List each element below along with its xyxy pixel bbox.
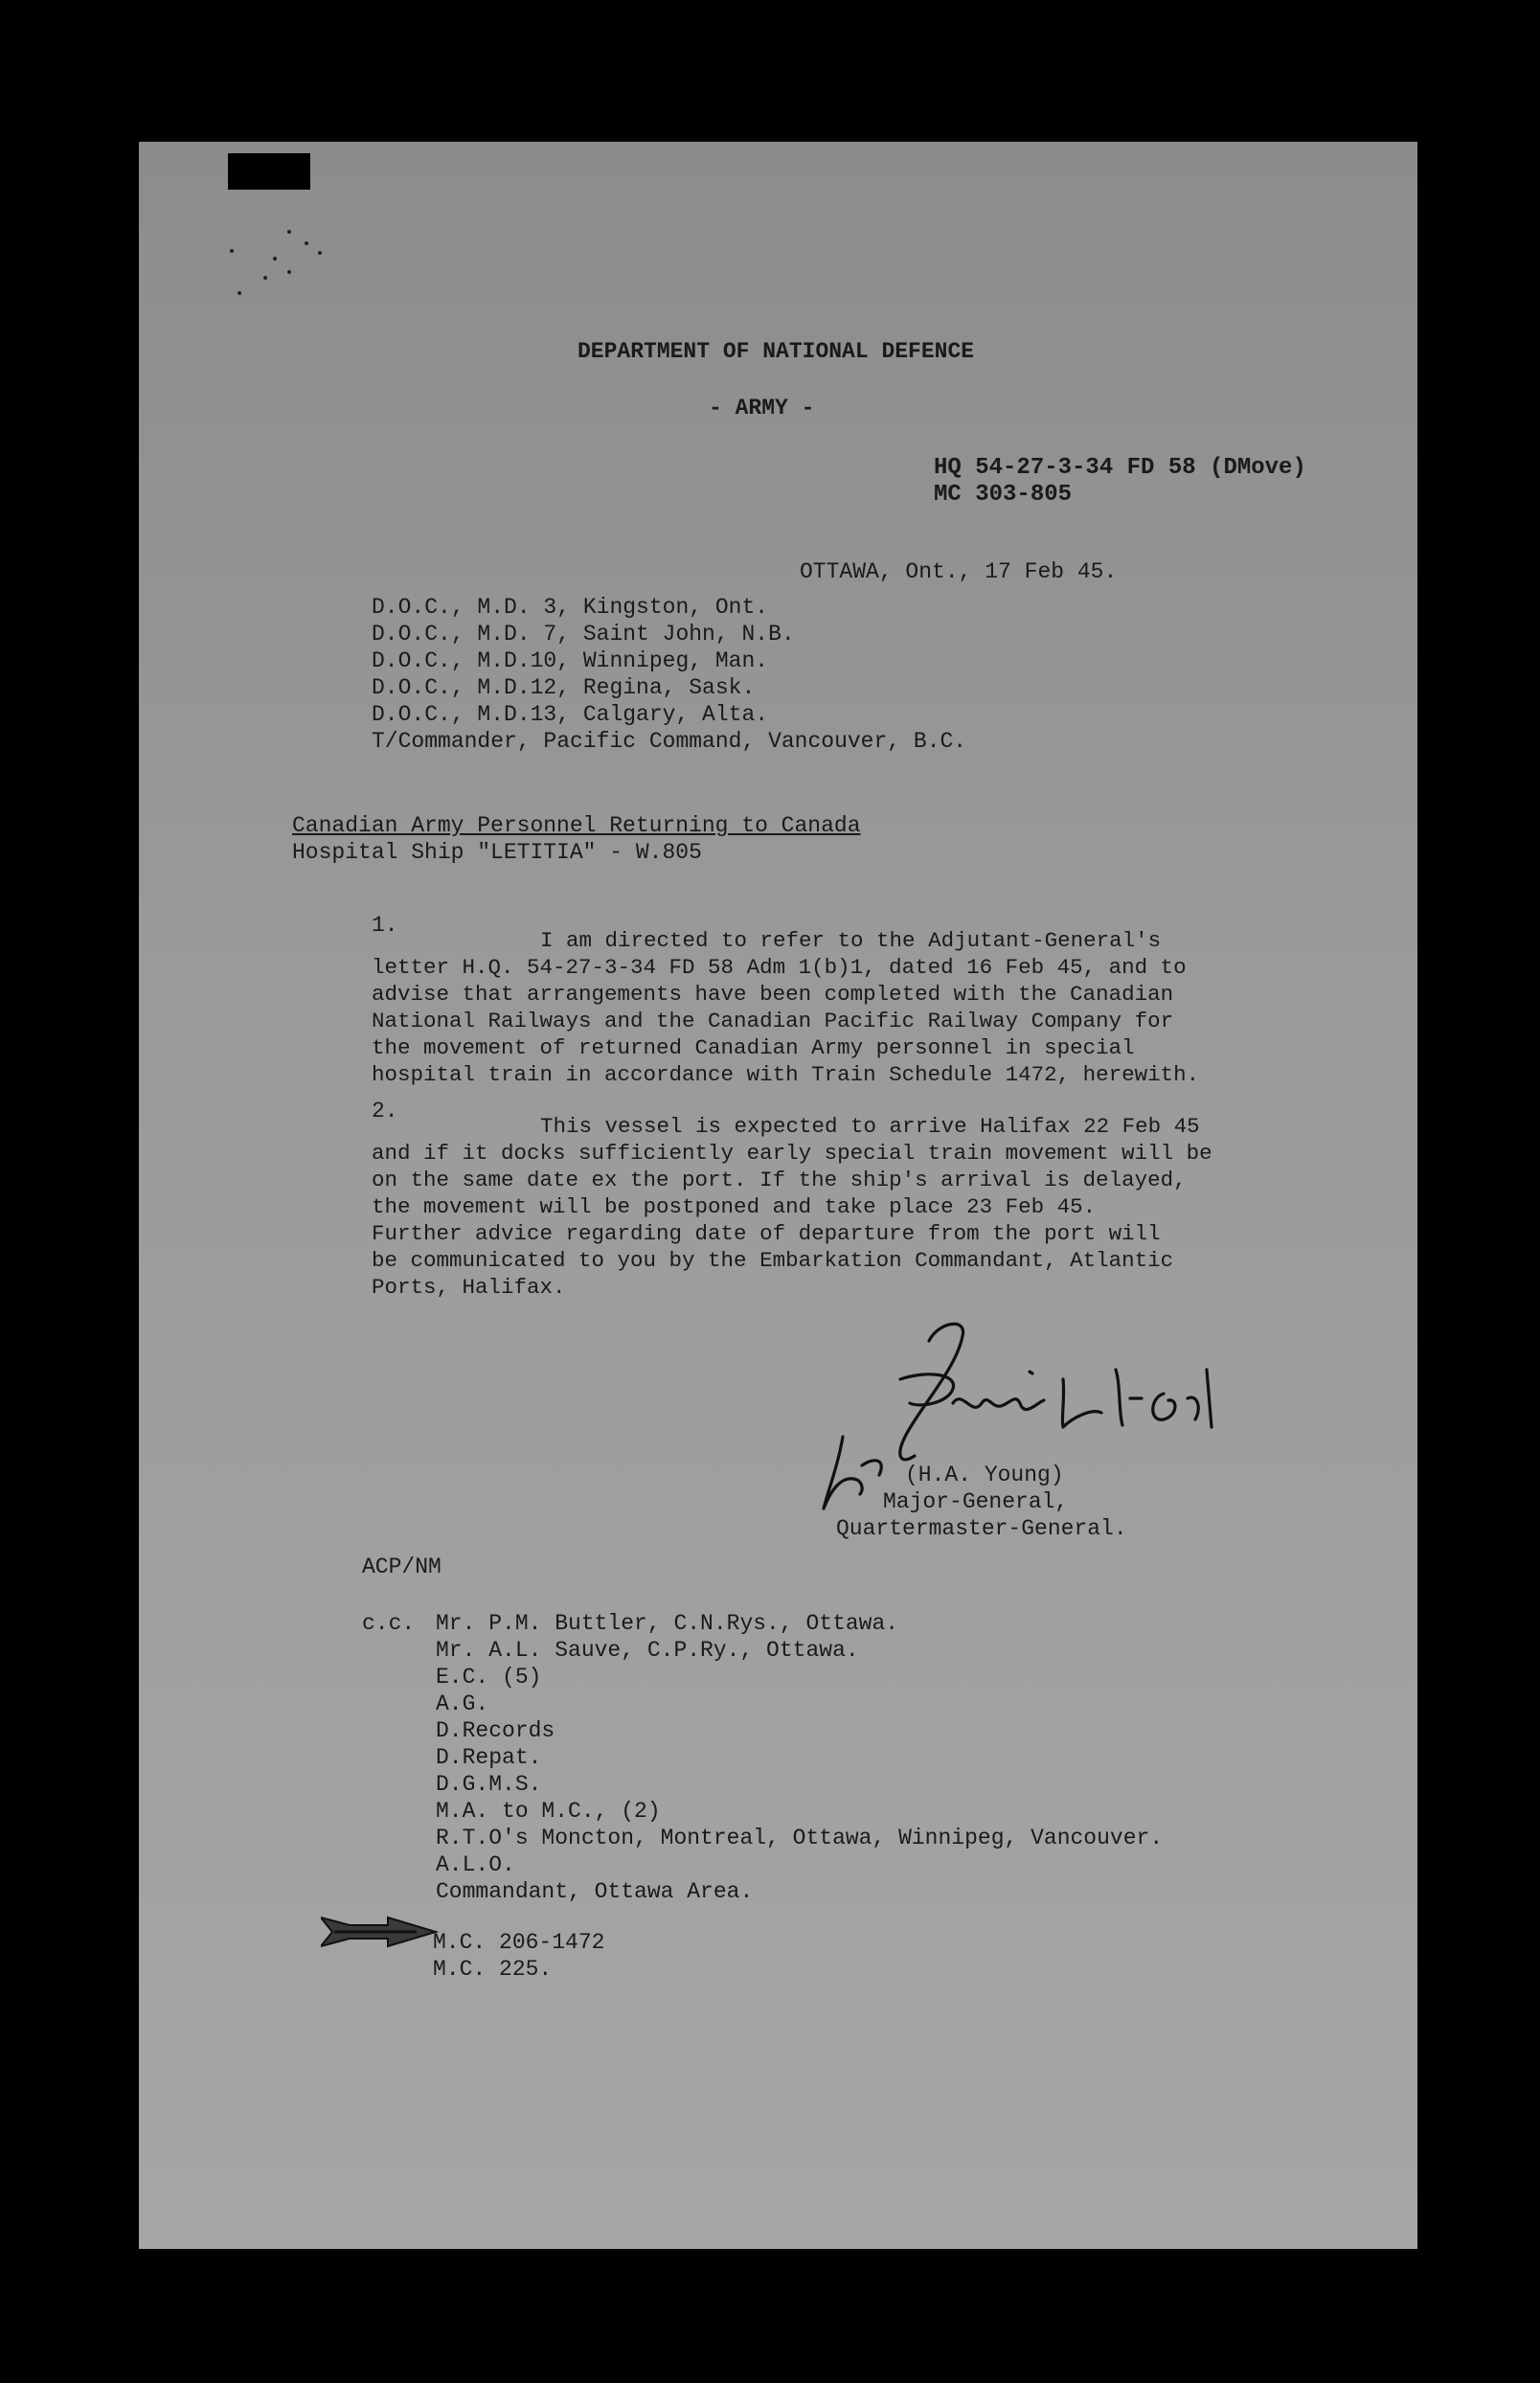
addressee-list — [372, 594, 966, 755]
enclosure: M.C. 225. — [433, 1957, 553, 1982]
cc-entry: D.G.M.S. — [436, 1772, 542, 1797]
paragraph-line: the movement of returned Canadian Army personnel in special — [372, 1035, 1135, 1060]
addressee: T/Commander, Pacific Command, Vancouver, B.C. — [372, 729, 967, 754]
addressee: D.O.C., M.D. 3, Kingston, Ont. — [372, 595, 769, 620]
reference-initials: ACP/NM — [362, 1555, 442, 1579]
cc-entry: D.Records — [436, 1718, 555, 1743]
signatory-rank: Major-General, — [883, 1489, 1069, 1514]
cc-entry: D.Repat. — [436, 1745, 542, 1770]
cc-entry: A.L.O. — [436, 1852, 515, 1877]
speck — [318, 251, 322, 255]
speck — [230, 249, 234, 253]
paragraph-line: on the same date ex the port. If the ship's arrival is delayed, — [372, 1168, 1187, 1192]
paragraph-line: I am directed to refer to the Adjutant-General's — [540, 928, 1162, 953]
speck — [287, 270, 291, 274]
paragraph-line: Further advice regarding date of departure from the port will — [372, 1221, 1161, 1246]
addressee: D.O.C., M.D.13, Calgary, Alta. — [372, 702, 769, 727]
paragraph-line: hospital train in accordance with Train Schedule 1472, herewith. — [372, 1062, 1200, 1087]
subject-ship: Hospital Ship "LETITIA" - W.805 — [292, 840, 702, 865]
cc-list — [436, 1610, 1163, 1905]
paragraph-line: National Railways and the Canadian Pacific Railway Company for — [372, 1009, 1174, 1033]
subject-line: Canadian Army Personnel Returning to Canada — [292, 813, 861, 838]
paragraph-line: be communicated to you by the Embarkation Commandant, Atlantic — [372, 1248, 1174, 1273]
addressee: D.O.C., M.D.10, Winnipeg, Man. — [372, 648, 769, 673]
arrow-stamp-icon — [321, 1908, 441, 1956]
cc-entry: E.C. (5) — [436, 1665, 542, 1690]
addressee: D.O.C., M.D.12, Regina, Sask. — [372, 675, 756, 700]
cc-entry: Mr. A.L. Sauve, C.P.Ry., Ottawa. — [436, 1638, 859, 1663]
paragraph-line: Ports, Halifax. — [372, 1275, 566, 1300]
signatory-title: Quartermaster-General. — [836, 1516, 1127, 1541]
signatory-name: (H.A. Young) — [905, 1463, 1064, 1487]
file-reference-mc: MC 303-805 — [934, 482, 1073, 508]
paragraph-line: and if it docks sufficiently early special train movement will be — [372, 1141, 1212, 1166]
speck — [287, 230, 291, 234]
place-date: OTTAWA, Ont., 17 Feb 45. — [800, 559, 1118, 584]
paragraph-line: advise that arrangements have been completed with the Canadian — [372, 982, 1174, 1007]
cc-label: c.c. — [362, 1611, 416, 1636]
paragraph-line: letter H.Q. 54-27-3-34 FD 58 Adm 1(b)1, dated 16 Feb 45, and to — [372, 955, 1187, 980]
paragraph-number: 2. — [372, 1099, 398, 1123]
corner-tab — [228, 153, 310, 190]
cc-entry: Mr. P.M. Buttler, C.N.Rys., Ottawa. — [436, 1611, 899, 1636]
paragraph-number: 1. — [372, 913, 398, 938]
addressee: D.O.C., M.D. 7, Saint John, N.B. — [372, 622, 795, 647]
cc-entry: Commandant, Ottawa Area. — [436, 1879, 754, 1904]
cc-entry: R.T.O's Moncton, Montreal, Ottawa, Winnipeg, Vancouver. — [436, 1826, 1164, 1850]
branch-heading: - ARMY - — [709, 396, 815, 420]
cc-entry: M.A. to M.C., (2) — [436, 1799, 661, 1824]
department-heading: DEPARTMENT OF NATIONAL DEFENCE — [578, 339, 975, 364]
paragraph-line: This vessel is expected to arrive Halifax 22 Feb 45 — [540, 1114, 1200, 1139]
cc-entry: A.G. — [436, 1691, 489, 1716]
enclosure: M.C. 206-1472 — [433, 1930, 605, 1955]
speck — [273, 257, 277, 261]
file-reference: HQ 54-27-3-34 FD 58 (DMove) — [934, 455, 1306, 481]
speck — [263, 276, 267, 280]
paragraph-line: the movement will be postponed and take place 23 Feb 45. — [372, 1194, 1097, 1219]
speck — [305, 241, 308, 245]
speck — [238, 291, 241, 295]
